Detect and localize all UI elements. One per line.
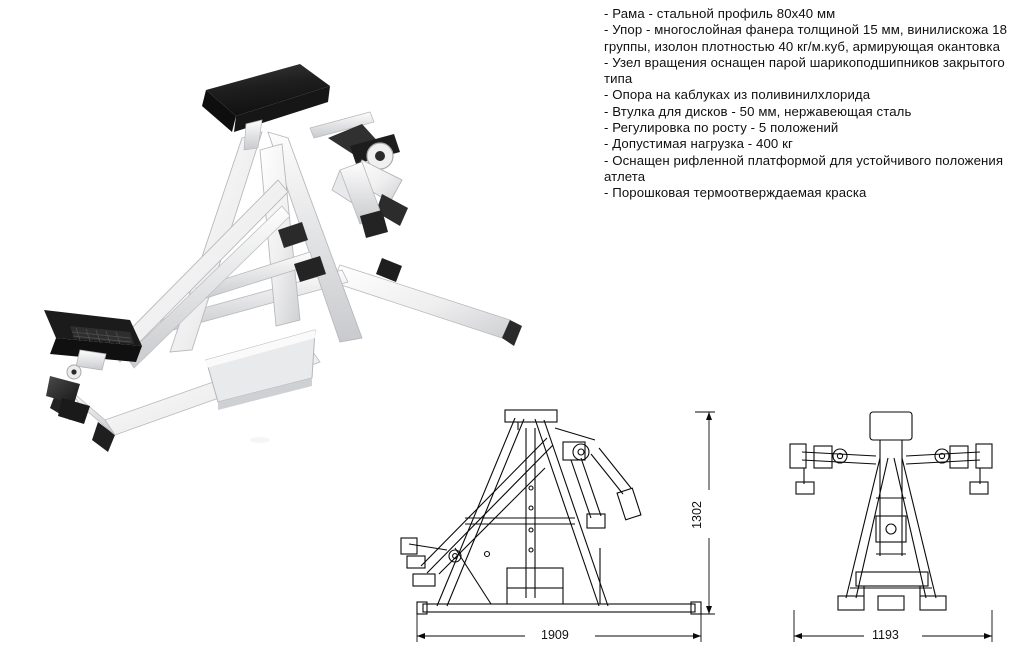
- dimension-height-label: 1302: [689, 501, 704, 529]
- dimension-width-label: 1193: [872, 628, 899, 642]
- product-3d-render: [10, 20, 570, 460]
- side-view-drawing: [395, 398, 725, 653]
- specifications-list: [604, 6, 1018, 202]
- spec-line: - Порошковая термоотверждаемая краска: [604, 185, 867, 201]
- spec-line: - Допустимая нагрузка - 400 кг: [604, 136, 793, 152]
- front-view-svg: [780, 398, 1020, 653]
- spec-line: - Втулка для дисков - 50 мм, нержавеющая сталь: [604, 103, 912, 119]
- side-view-svg: [395, 398, 725, 653]
- front-view-drawing: [780, 398, 1020, 653]
- render-svg: [10, 20, 570, 460]
- dimension-length-label: 1909: [541, 628, 569, 642]
- spec-line: - Регулировка по росту - 5 положений: [604, 120, 839, 136]
- spec-line: - Рама - стальной профиль 80х40 мм: [604, 6, 836, 21]
- spec-line: - Упор - многослойная фанера толщиной 15 мм, винилискожа 18 группы, изолон плотностью 40 кг/м.куб, армирующая окантовка: [604, 22, 1008, 54]
- spec-line: - Оснащен рифленной платформой для устойчивого положения атлета: [604, 152, 1004, 184]
- spec-line: - Узел вращения оснащен парой шарикоподшипников закрытого типа: [604, 54, 1005, 87]
- spec-line: - Опора на каблуках из поливинилхлорида: [604, 87, 871, 103]
